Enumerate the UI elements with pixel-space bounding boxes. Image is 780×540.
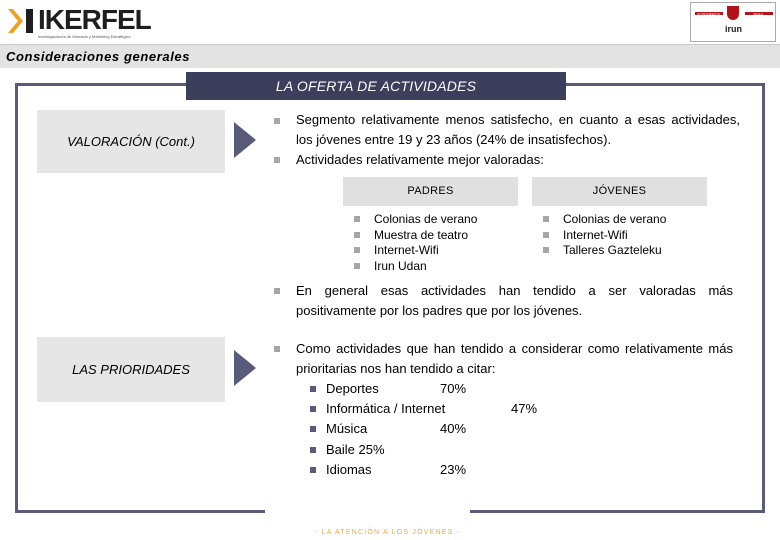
bullet-icon [274, 288, 280, 294]
priority-percent: 23% [440, 462, 467, 477]
padres-item-label: Muestra de teatro [374, 228, 469, 242]
padres-item-label: Internet-Wifi [374, 243, 439, 257]
page-header [0, 0, 780, 44]
bullet-icon [310, 406, 316, 412]
padres-item-label: Colonias de verano [374, 212, 478, 226]
crest-tag-right: UDALA [753, 12, 764, 16]
bullet-icon [310, 467, 316, 473]
section-title: Consideraciones generales [6, 49, 191, 64]
priority-item [326, 440, 385, 460]
arrow-right-icon [234, 350, 256, 386]
jovenes-item [563, 211, 666, 227]
jovenes-item-label: Talleres Gazteleku [563, 243, 662, 257]
paragraph-priorities: Como actividades que han tendido a considerar como relativamente más prioritarias nos han tendido a citar: [296, 341, 733, 376]
frame-left [15, 83, 18, 513]
bullet-icon [274, 157, 280, 163]
padres-header: PADRES [343, 177, 518, 206]
padres-item [374, 242, 439, 258]
priority-label: Música [326, 421, 368, 436]
jovenes-item [563, 242, 662, 258]
frame-bottom-right [470, 510, 765, 513]
jovenes-item [563, 227, 628, 243]
padres-item [374, 227, 468, 243]
bullet-icon [310, 386, 316, 392]
frame-bottom-left [15, 510, 265, 513]
bullet-icon [274, 118, 280, 124]
priority-percent: 70% [440, 381, 467, 396]
frame-right [762, 83, 765, 513]
arrow-right-icon [234, 122, 256, 158]
priority-percent: 40% [440, 421, 467, 436]
ikerfel-logo [8, 5, 178, 39]
bullet-icon [354, 247, 360, 253]
priority-item [326, 399, 445, 419]
irun-crest-logo [690, 2, 776, 42]
frame-top-right [566, 83, 765, 86]
valoracion-label: VALORACIÓN (Cont.) [37, 110, 225, 173]
bullet-icon [354, 232, 360, 238]
shield-icon [727, 6, 739, 20]
paragraph-general: En general esas actividades han tendido a ser valoradas más positivamente por los padres que por los jóvenes. [296, 283, 733, 318]
priority-label: Idiomas [326, 462, 372, 477]
crest-tag-left: AYUNTAMIENTO [697, 12, 721, 16]
bullet-icon [274, 346, 280, 352]
crest-text: irun [725, 24, 742, 34]
bullet-icon [310, 426, 316, 432]
priority-percent: 47% [511, 401, 538, 416]
jovenes-item-label: Internet-Wifi [563, 228, 628, 242]
priority-item [326, 379, 379, 399]
jovenes-item-label: Colonias de verano [563, 212, 667, 226]
bullet-icon [543, 232, 549, 238]
bullet-icon [354, 263, 360, 269]
priority-item [326, 460, 372, 480]
priority-label: Informática / Internet [326, 401, 446, 416]
logo-subtitle: Investigaciones de Mercado y Marketing Estratégico [38, 34, 131, 39]
priority-label: Baile 25% [326, 442, 385, 457]
footer-note: - LA ATENCIÓN A LOS JÓVENES - [315, 529, 461, 536]
priority-label: Deportes [326, 381, 379, 396]
bullet-icon [310, 447, 316, 453]
prioridades-label: LAS PRIORIDADES [37, 337, 225, 402]
logo-chevron-icon [8, 7, 36, 35]
paragraph-best-rated: Actividades relativamente mejor valoradas: [296, 152, 544, 167]
padres-item-label: Irun Udan [374, 259, 427, 273]
bullet-icon [543, 216, 549, 222]
padres-item [374, 211, 477, 227]
logo-text: IKERFEL [38, 4, 151, 35]
priority-item [326, 419, 367, 439]
bullet-icon [354, 216, 360, 222]
section-bar [0, 44, 780, 68]
jovenes-header: JÓVENES [532, 177, 707, 206]
slide-banner-title: LA OFERTA DE ACTIVIDADES [186, 72, 566, 100]
paragraph-segment: Segmento relativamente menos satisfecho, en cuanto a esas actividades, los jóvenes entre 19 y 23 años (24% de insatisfechos). [296, 112, 740, 147]
frame-top-left [15, 83, 203, 86]
bullet-icon [543, 247, 549, 253]
padres-item [374, 258, 427, 274]
